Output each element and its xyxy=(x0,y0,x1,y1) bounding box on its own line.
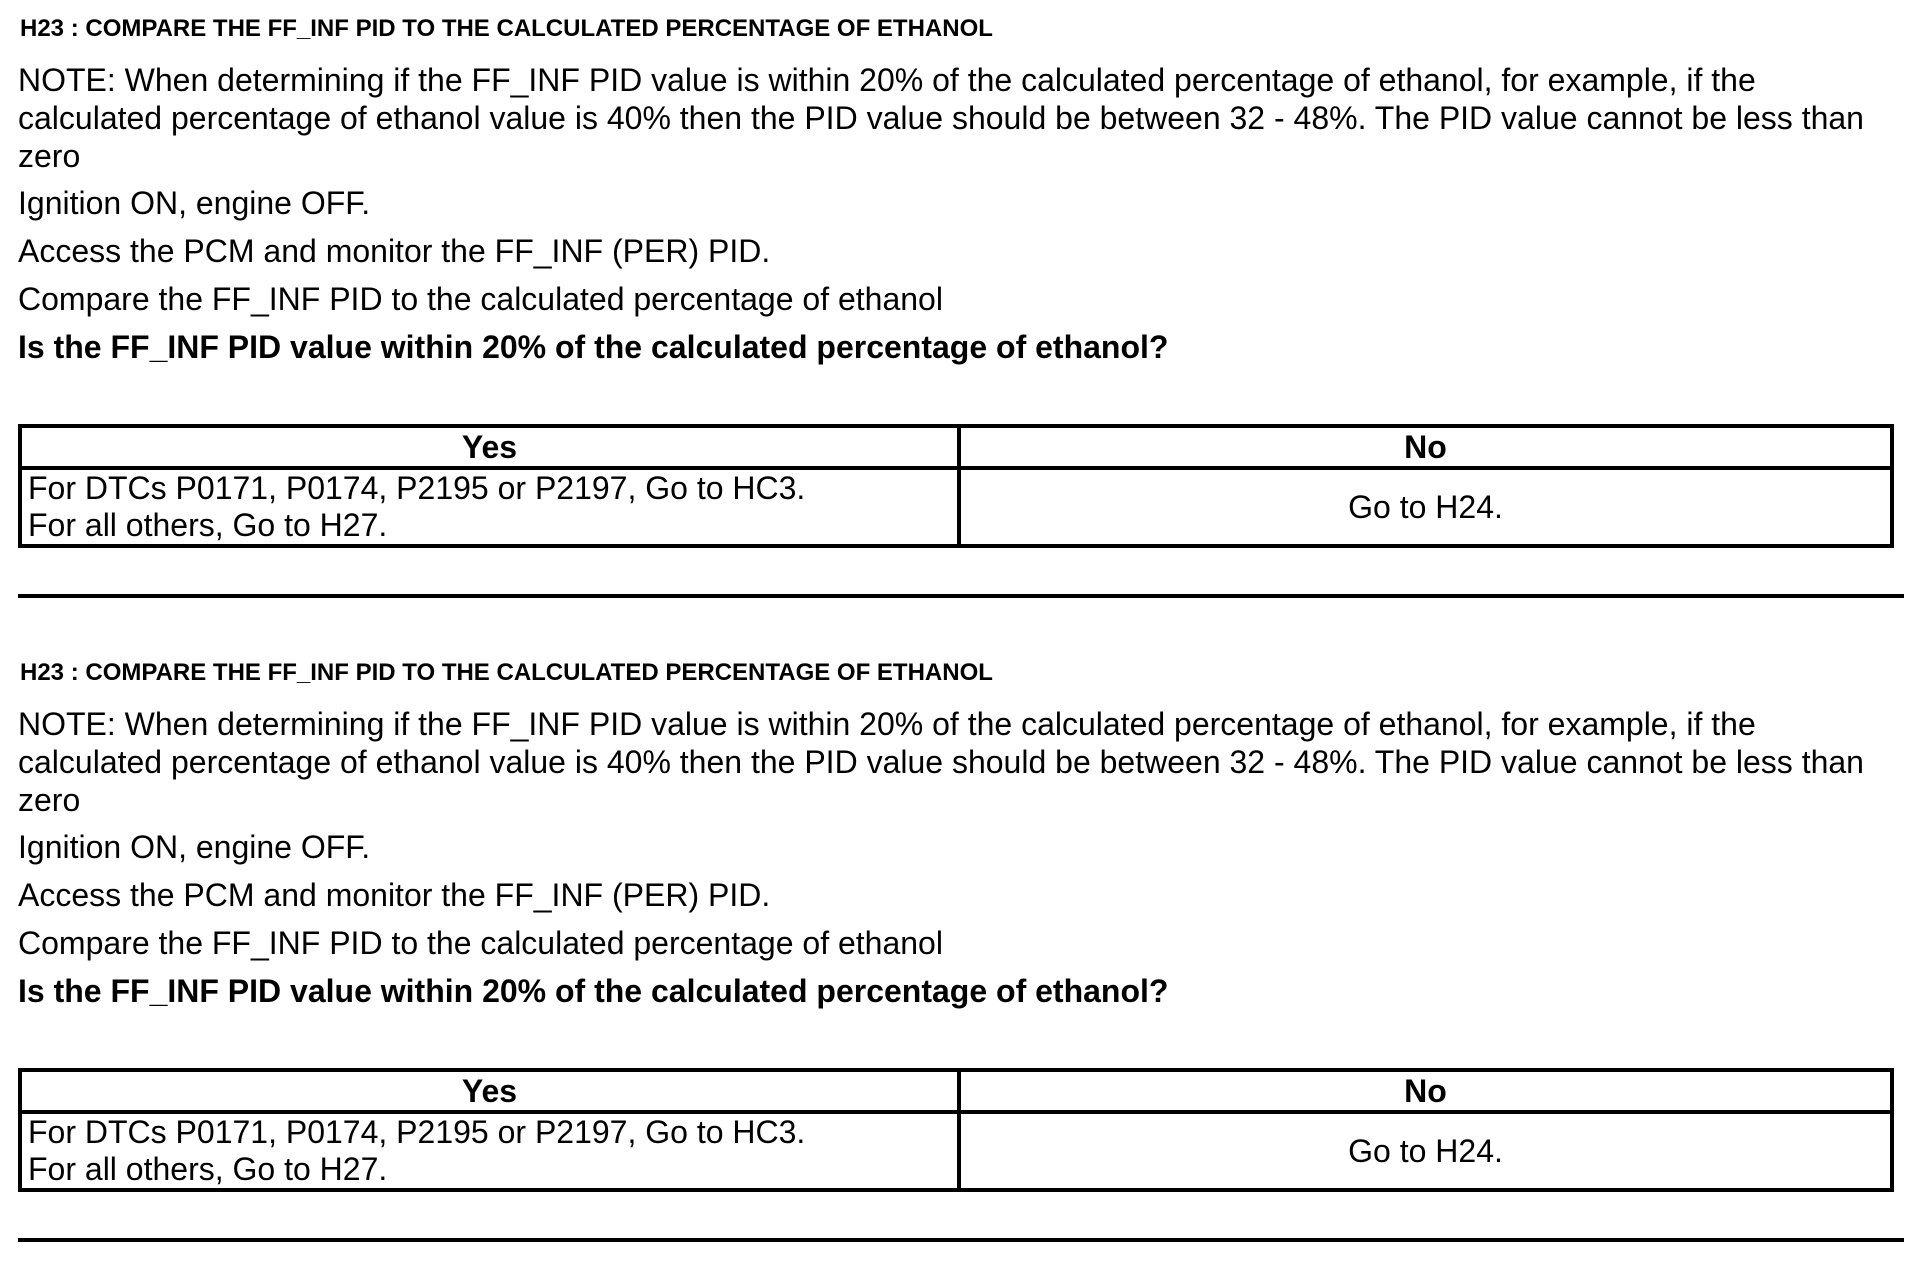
section-divider xyxy=(18,1238,1904,1242)
note-paragraph: NOTE: When determining if the FF_INF PID value is within 20% of the calculated percentage of ethanol, for example, if the calculated percentage of ethanol value is 40% then the PID value should be between 32 - 48%. The PID value cannot be less than zero xyxy=(18,62,1864,174)
no-header: No xyxy=(959,1070,1892,1112)
step-ignition: Ignition ON, engine OFF. xyxy=(18,829,371,865)
step-compare: Compare the FF_INF PID to the calculated percentage of ethanol xyxy=(18,281,943,317)
yes-header: Yes xyxy=(20,1070,959,1112)
section-divider xyxy=(18,594,1904,598)
yes-no-table xyxy=(18,424,1894,548)
no-action-cell: Go to H24. xyxy=(959,1112,1892,1190)
section-heading: H23 : COMPARE THE FF_INF PID TO THE CALCULATED PERCENTAGE OF ETHANOL xyxy=(20,659,993,686)
no-action-cell: Go to H24. xyxy=(959,468,1892,546)
no-header: No xyxy=(959,426,1892,468)
yes-action-cell xyxy=(20,468,959,546)
yes-no-table xyxy=(18,1068,1894,1192)
step-access-pcm: Access the PCM and monitor the FF_INF (PER) PID. xyxy=(18,877,771,913)
section-heading: H23 : COMPARE THE FF_INF PID TO THE CALCULATED PERCENTAGE OF ETHANOL xyxy=(20,15,993,42)
yes-action-line: For all others, Go to H27. xyxy=(28,507,388,543)
question: Is the FF_INF PID value within 20% of the calculated percentage of ethanol? xyxy=(18,973,1169,1009)
step-access-pcm: Access the PCM and monitor the FF_INF (PER) PID. xyxy=(18,233,771,269)
yes-action-line: For DTCs P0171, P0174, P2195 or P2197, Go to HC3. xyxy=(28,1114,806,1150)
yes-action-line: For all others, Go to H27. xyxy=(28,1151,388,1187)
step-compare: Compare the FF_INF PID to the calculated percentage of ethanol xyxy=(18,925,943,961)
yes-action-cell xyxy=(20,1112,959,1190)
note-paragraph: NOTE: When determining if the FF_INF PID value is within 20% of the calculated percentage of ethanol, for example, if the calculated percentage of ethanol value is 40% then the PID value should be between 32 - 48%. The PID value cannot be less than zero xyxy=(18,706,1864,818)
step-ignition: Ignition ON, engine OFF. xyxy=(18,185,371,221)
yes-action-line: For DTCs P0171, P0174, P2195 or P2197, Go to HC3. xyxy=(28,470,806,506)
question: Is the FF_INF PID value within 20% of the calculated percentage of ethanol? xyxy=(18,329,1169,365)
yes-header: Yes xyxy=(20,426,959,468)
